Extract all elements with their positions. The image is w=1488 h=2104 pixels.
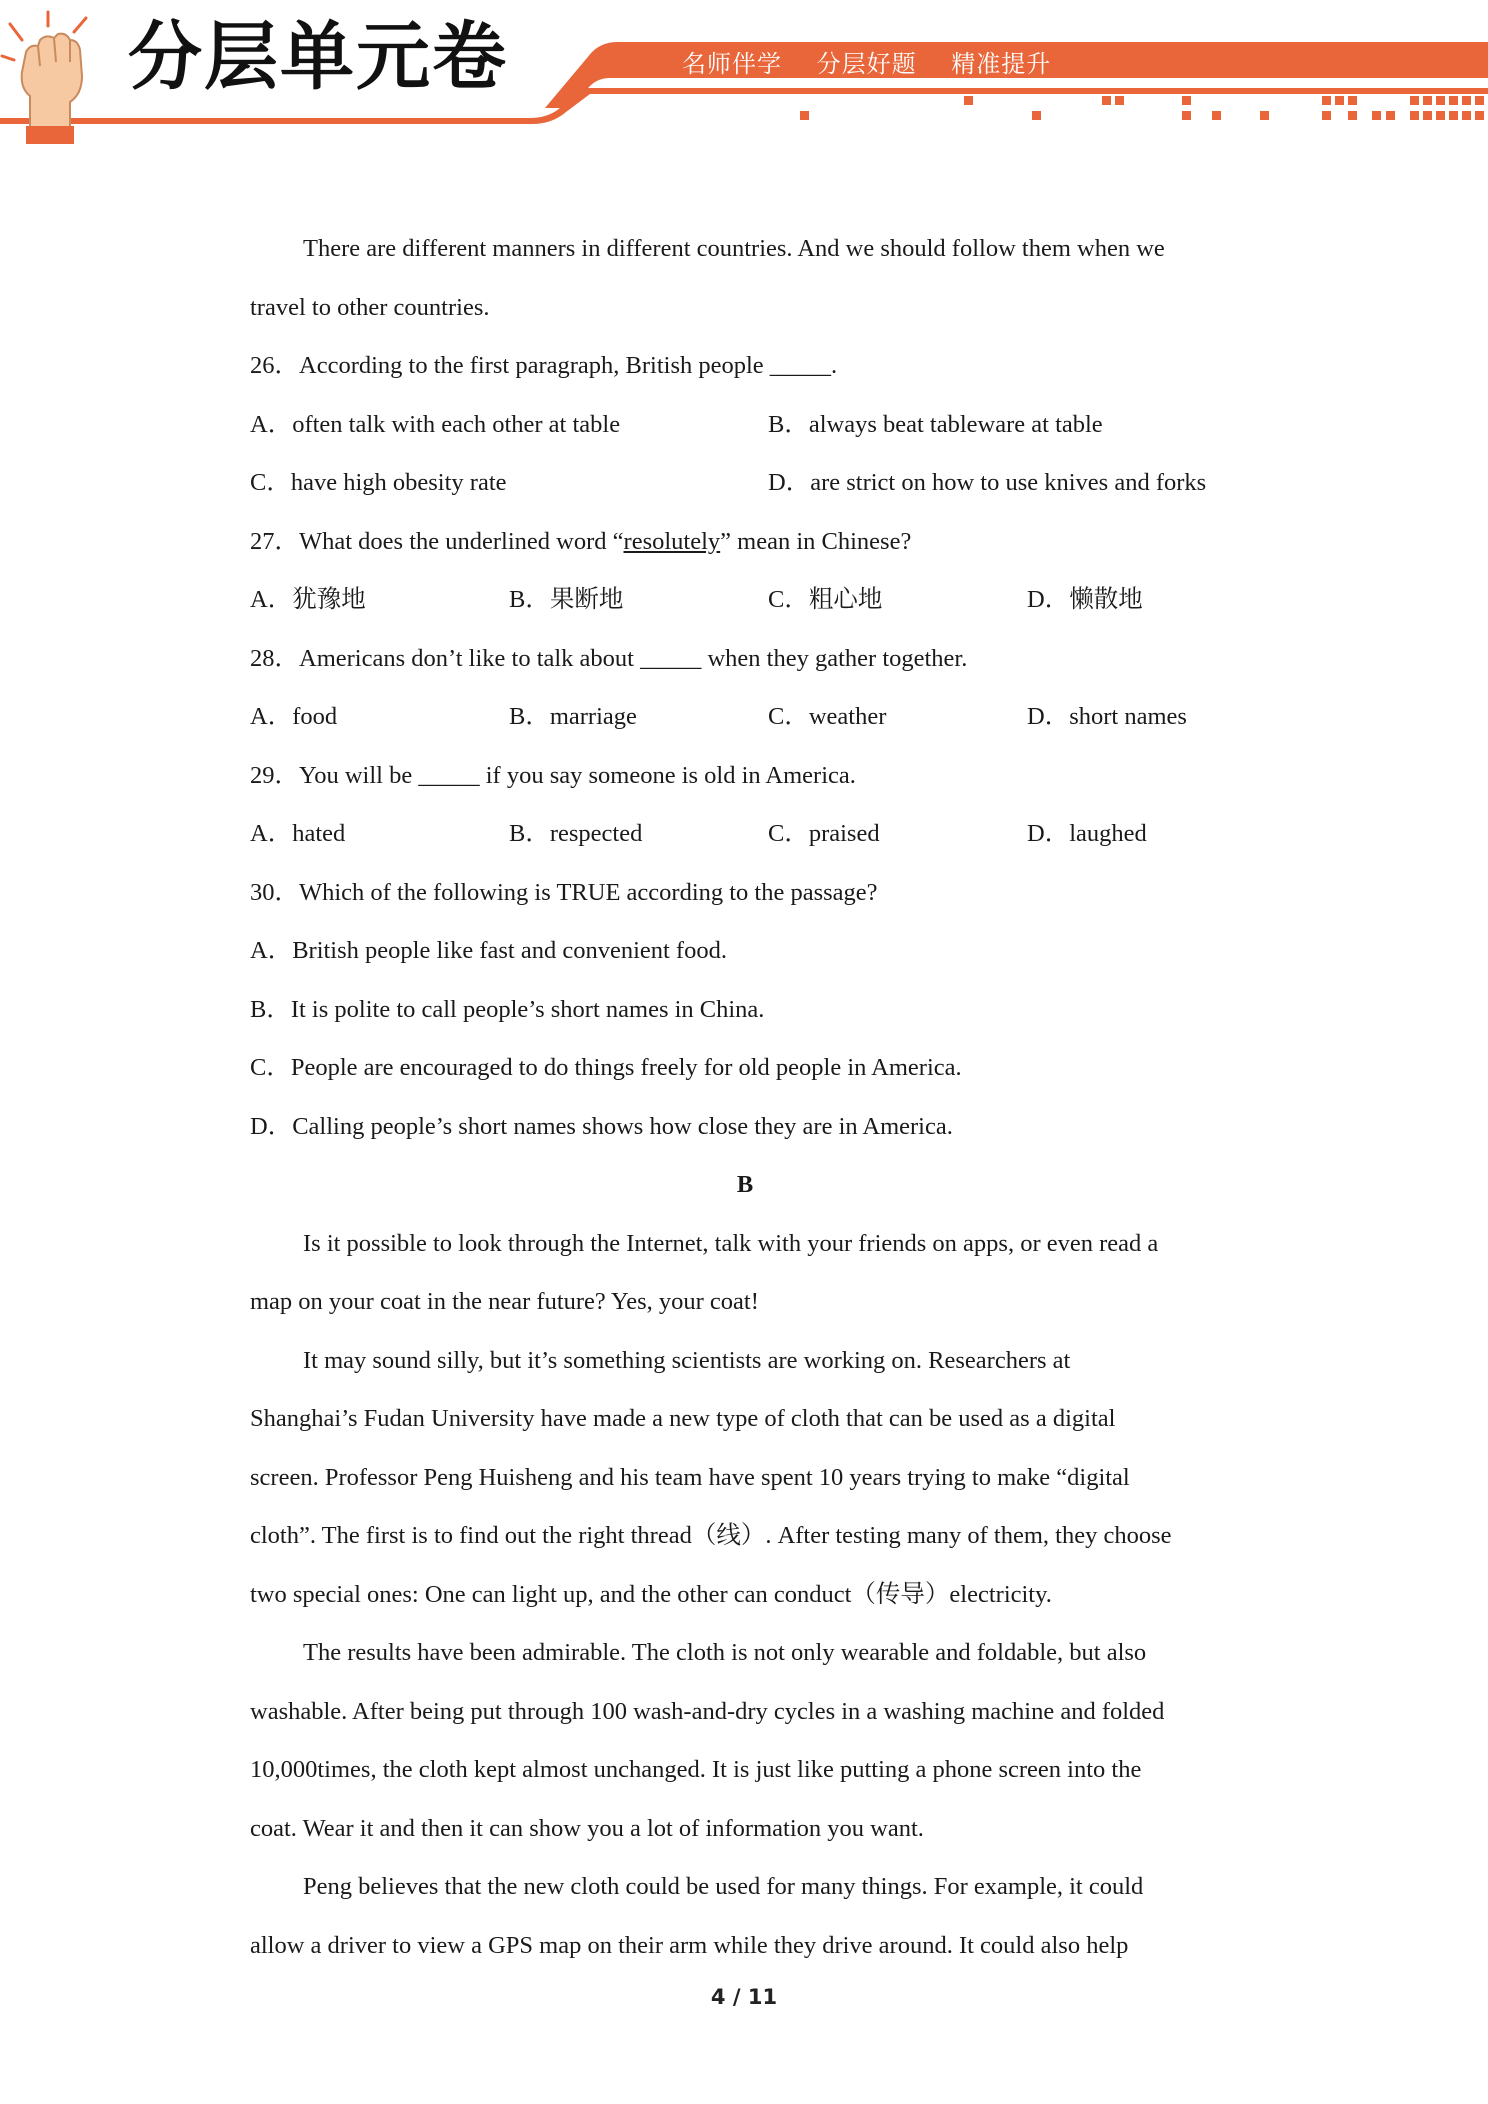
passage-line: 10,000times, the cloth kept almost unchanged. It is just like putting a phone screen into the — [250, 1756, 1142, 1783]
option-a: A．British people like fast and convenient food. — [250, 937, 727, 964]
option-b: B．果断地 — [509, 586, 624, 613]
question-stem: 29．You will be _____ if you say someone is old in America. — [250, 761, 856, 789]
passage-line: It may sound silly, but it’s something scientists are working on. Researchers at — [303, 1346, 1071, 1374]
passage-line: allow a driver to view a GPS map on their arm while they drive around. It could also help — [250, 1931, 1129, 1959]
passage-line: screen. Professor Peng Huisheng and his team have spent 10 years trying to make “digital — [250, 1463, 1130, 1491]
slogan-item: 精准提升 — [951, 50, 1052, 78]
option-d: D．懒散地 — [1027, 586, 1143, 613]
slogan-item: 分层好题 — [816, 50, 917, 78]
passage-line: cloth”. The first is to find out the right thread（线）. After testing many of them, they choose — [250, 1522, 1172, 1549]
option-d: D．Calling people’s short names shows how close they are in America. — [250, 1112, 953, 1140]
passage-line: two special ones: One can light up, and the other can conduct（传导）electricity. — [250, 1580, 1052, 1608]
passage-line: washable. After being put through 100 wash-and-dry cycles in a washing machine and folded — [250, 1697, 1165, 1725]
passage-line: map on your coat in the near future? Yes, your coat! — [250, 1288, 759, 1315]
page-content — [250, 220, 1250, 1975]
page-number: 4 / 11 — [710, 1985, 778, 2009]
option-row — [250, 454, 1250, 513]
option-a: A．often talk with each other at table — [250, 410, 621, 438]
passage-line: Is it possible to look through the Internet, talk with your friends on apps, or even read a — [303, 1229, 1159, 1257]
slogan-item: 名师伴学 — [682, 50, 782, 78]
stem-text: 27．What does the underlined word “ — [250, 527, 624, 555]
option-c: C．weather — [768, 703, 887, 730]
option-row — [250, 688, 1250, 747]
option-d: D．short names — [1027, 703, 1187, 730]
option-d: D．are strict on how to use knives and forks — [768, 469, 1207, 496]
question-stem: 28．Americans don’t like to talk about _____ when they gather together. — [250, 644, 968, 672]
passage-line: There are different manners in different countries. And we should follow them when we — [303, 235, 1165, 262]
underlined-word: resolutely — [623, 527, 721, 555]
option-b: B．marriage — [509, 703, 637, 730]
option-b: B．always beat tableware at table — [768, 410, 1103, 438]
passage-line: Shanghai’s Fudan University have made a new type of cloth that can be used as a digital — [250, 1405, 1116, 1432]
brand-title: 分层单元卷 — [128, 14, 508, 100]
passage-line: The results have been admirable. The cloth is not only wearable and foldable, but also — [303, 1639, 1147, 1666]
option-row — [250, 571, 1250, 630]
option-b: B．respected — [509, 820, 643, 847]
stem-text: ” mean in Chinese? — [720, 527, 912, 555]
option-c: C．People are encouraged to do things freely for old people in America. — [250, 1054, 962, 1081]
option-c: C．praised — [768, 820, 880, 847]
raised-fist-icon — [0, 10, 120, 145]
option-d: D．laughed — [1027, 820, 1147, 847]
section-title: B — [736, 1171, 754, 1198]
question-stem — [250, 513, 1250, 572]
passage-line: Peng believes that the new cloth could be used for many things. For example, it could — [303, 1873, 1144, 1900]
option-b: B．It is polite to call people’s short names in China. — [250, 995, 765, 1023]
option-a: A．food — [250, 703, 338, 730]
option-c: C．have high obesity rate — [250, 469, 507, 496]
option-a: A．犹豫地 — [250, 586, 366, 613]
page-header — [0, 0, 1488, 150]
question-stem: 30．Which of the following is TRUE according to the passage? — [250, 878, 878, 906]
passage-line: coat. Wear it and then it can show you a lot of information you want. — [250, 1814, 924, 1842]
passage-line: travel to other countries. — [250, 293, 490, 321]
question-stem: 26．According to the first paragraph, British people _____. — [250, 352, 838, 379]
option-row — [250, 805, 1250, 864]
option-row — [250, 396, 1250, 455]
option-c: C．粗心地 — [768, 586, 883, 613]
option-a: A．hated — [250, 820, 346, 847]
header-slogan — [682, 44, 1077, 79]
